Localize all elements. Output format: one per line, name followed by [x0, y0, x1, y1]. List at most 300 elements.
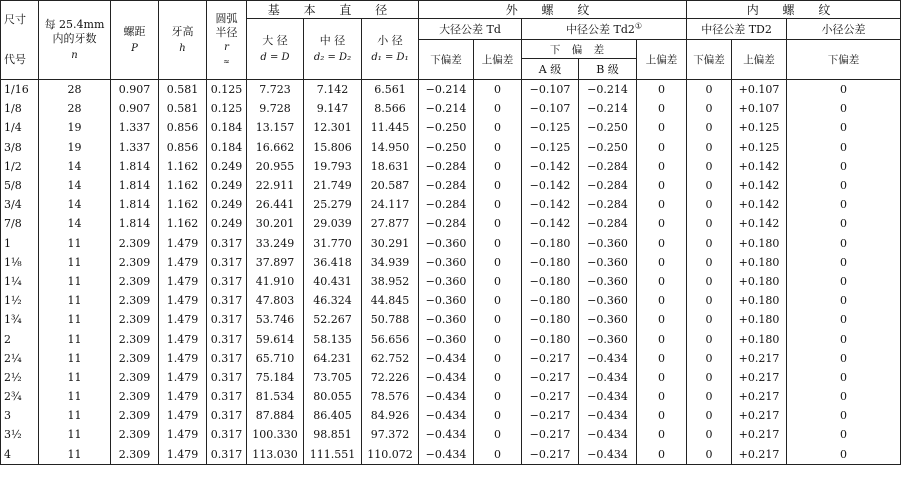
cell-pitch-diameter: 9.147: [304, 99, 362, 118]
cell-pitch: 2.309: [111, 349, 159, 368]
cell-root-radius: 0.125: [207, 80, 247, 100]
cell-major-diameter: 30.201: [247, 214, 304, 233]
cell-size-code: 3/8: [1, 138, 39, 157]
cell-ext-major-lower-dev: −0.214: [419, 99, 474, 118]
cell-int-minor-lower-dev: 0: [787, 195, 901, 214]
cell-ext-pitch-lower-dev-b: −0.434: [579, 387, 637, 406]
cell-int-pitch-upper-dev: +0.180: [732, 272, 787, 291]
cell-ext-pitch-upper-dev: 0: [637, 272, 687, 291]
cell-root-radius: 0.317: [207, 291, 247, 310]
cell-ext-pitch-lower-dev-a: −0.142: [522, 176, 579, 195]
cell-int-pitch-upper-dev: +0.180: [732, 234, 787, 253]
cell-major-diameter: 22.911: [247, 176, 304, 195]
cell-ext-pitch-lower-dev-b: −0.360: [579, 291, 637, 310]
cell-ext-major-upper-dev: 0: [474, 406, 522, 425]
cell-ext-major-upper-dev: 0: [474, 253, 522, 272]
cell-ext-pitch-lower-dev-b: −0.284: [579, 214, 637, 233]
cell-ext-major-lower-dev: −0.434: [419, 349, 474, 368]
cell-ext-major-upper-dev: 0: [474, 214, 522, 233]
cell-int-pitch-upper-dev: +0.217: [732, 387, 787, 406]
cell-ext-pitch-upper-dev: 0: [637, 349, 687, 368]
cell-minor-diameter: 6.561: [362, 80, 419, 100]
cell-root-radius: 0.125: [207, 99, 247, 118]
cell-minor-diameter: 8.566: [362, 99, 419, 118]
cell-int-minor-lower-dev: 0: [787, 80, 901, 100]
cell-ext-major-lower-dev: −0.284: [419, 176, 474, 195]
cell-ext-pitch-upper-dev: 0: [637, 368, 687, 387]
header-teeth-symbol: n: [71, 49, 78, 61]
cell-ext-pitch-lower-dev-b: −0.360: [579, 272, 637, 291]
header-pitch-tol-note: ①: [634, 21, 643, 31]
cell-ext-pitch-lower-dev-b: −0.360: [579, 329, 637, 348]
table-row: [1, 329, 901, 348]
cell-teeth-count: 28: [39, 80, 111, 100]
cell-ext-pitch-upper-dev: 0: [637, 195, 687, 214]
cell-ext-pitch-lower-dev-b: −0.250: [579, 138, 637, 157]
cell-teeth-count: 28: [39, 99, 111, 118]
header-radius-symbol: r: [224, 41, 229, 53]
cell-thread-height: 1.479: [159, 387, 207, 406]
cell-pitch: 0.907: [111, 99, 159, 118]
header-pitch-dia-symbol: d₂ = D₂: [313, 51, 352, 63]
cell-teeth-count: 11: [39, 272, 111, 291]
cell-int-minor-lower-dev: 0: [787, 445, 901, 465]
table-row: [1, 195, 901, 214]
cell-int-pitch-upper-dev: +0.125: [732, 138, 787, 157]
cell-teeth-count: 11: [39, 329, 111, 348]
cell-ext-pitch-upper-dev: 0: [637, 291, 687, 310]
cell-ext-major-lower-dev: −0.434: [419, 445, 474, 465]
cell-ext-pitch-upper-dev: 0: [637, 406, 687, 425]
cell-ext-major-lower-dev: −0.214: [419, 80, 474, 100]
cell-minor-diameter: 18.631: [362, 157, 419, 176]
cell-major-diameter: 59.614: [247, 329, 304, 348]
cell-pitch: 2.309: [111, 291, 159, 310]
cell-ext-major-upper-dev: 0: [474, 425, 522, 444]
table-row: [1, 349, 901, 368]
cell-int-pitch-upper-dev: +0.107: [732, 99, 787, 118]
cell-ext-pitch-lower-dev-b: −0.360: [579, 234, 637, 253]
cell-pitch: 1.337: [111, 138, 159, 157]
cell-major-diameter: 47.803: [247, 291, 304, 310]
cell-ext-pitch-lower-dev-b: −0.360: [579, 310, 637, 329]
header-pitch: [111, 1, 159, 80]
cell-size-code: 4: [1, 445, 39, 465]
cell-ext-pitch-lower-dev-b: −0.214: [579, 80, 637, 100]
cell-ext-pitch-lower-dev-a: −0.107: [522, 99, 579, 118]
cell-thread-height: 1.162: [159, 214, 207, 233]
cell-ext-pitch-lower-dev-b: −0.434: [579, 406, 637, 425]
cell-int-pitch-upper-dev: +0.217: [732, 406, 787, 425]
cell-int-pitch-upper-dev: +0.142: [732, 157, 787, 176]
cell-root-radius: 0.317: [207, 445, 247, 465]
header-size-code: [1, 1, 39, 80]
cell-ext-pitch-upper-dev: 0: [637, 80, 687, 100]
cell-ext-major-lower-dev: −0.434: [419, 425, 474, 444]
cell-size-code: 1⅛: [1, 253, 39, 272]
cell-pitch-diameter: 31.770: [304, 234, 362, 253]
header-pitch-symbol: P: [131, 42, 138, 54]
cell-int-pitch-lower-dev: 0: [687, 368, 732, 387]
cell-int-pitch-upper-dev: +0.107: [732, 80, 787, 100]
table-row: [1, 291, 901, 310]
header-major-dia-label: 大 径: [262, 33, 288, 47]
cell-ext-pitch-upper-dev: 0: [637, 387, 687, 406]
cell-ext-pitch-lower-dev-b: −0.434: [579, 368, 637, 387]
cell-size-code: 3/4: [1, 195, 39, 214]
cell-teeth-count: 11: [39, 406, 111, 425]
cell-int-pitch-lower-dev: 0: [687, 99, 732, 118]
cell-teeth-count: 14: [39, 214, 111, 233]
cell-int-minor-lower-dev: 0: [787, 118, 901, 137]
cell-ext-major-upper-dev: 0: [474, 329, 522, 348]
cell-int-pitch-lower-dev: 0: [687, 234, 732, 253]
cell-ext-major-upper-dev: 0: [474, 310, 522, 329]
cell-major-diameter: 53.746: [247, 310, 304, 329]
table-row: [1, 176, 901, 195]
cell-root-radius: 0.317: [207, 253, 247, 272]
cell-minor-diameter: 38.952: [362, 272, 419, 291]
cell-ext-major-upper-dev: 0: [474, 272, 522, 291]
cell-pitch: 1.814: [111, 176, 159, 195]
cell-ext-pitch-upper-dev: 0: [637, 176, 687, 195]
cell-major-diameter: 41.910: [247, 272, 304, 291]
cell-int-minor-lower-dev: 0: [787, 310, 901, 329]
cell-pitch-diameter: 73.705: [304, 368, 362, 387]
cell-pitch: 2.309: [111, 445, 159, 465]
cell-int-pitch-upper-dev: +0.217: [732, 349, 787, 368]
cell-minor-diameter: 20.587: [362, 176, 419, 195]
table-body: [1, 80, 901, 465]
cell-pitch: 1.814: [111, 157, 159, 176]
cell-thread-height: 1.479: [159, 406, 207, 425]
header-teeth-line2: 内的牙数: [52, 31, 97, 45]
cell-int-minor-lower-dev: 0: [787, 387, 901, 406]
header-pitch-dia-label: 中 径: [319, 33, 346, 47]
header-internal-lower-dev: 下偏差: [687, 40, 732, 80]
cell-minor-diameter: 27.877: [362, 214, 419, 233]
cell-int-minor-lower-dev: 0: [787, 406, 901, 425]
header-grade-a: A 级: [522, 59, 579, 80]
cell-int-pitch-lower-dev: 0: [687, 138, 732, 157]
cell-pitch-diameter: 46.324: [304, 291, 362, 310]
cell-ext-major-upper-dev: 0: [474, 195, 522, 214]
cell-pitch: 2.309: [111, 234, 159, 253]
cell-int-pitch-upper-dev: +0.217: [732, 368, 787, 387]
cell-int-pitch-upper-dev: +0.180: [732, 291, 787, 310]
cell-int-minor-lower-dev: 0: [787, 99, 901, 118]
cell-ext-major-lower-dev: −0.284: [419, 157, 474, 176]
header-internal-minor-lower-dev: 下偏差: [787, 40, 901, 80]
cell-int-pitch-lower-dev: 0: [687, 118, 732, 137]
cell-int-pitch-lower-dev: 0: [687, 80, 732, 100]
cell-int-pitch-upper-dev: +0.217: [732, 425, 787, 444]
header-external-thread-group: 外 螺 纹: [419, 1, 687, 19]
cell-int-minor-lower-dev: 0: [787, 138, 901, 157]
cell-root-radius: 0.317: [207, 368, 247, 387]
header-internal-upper-dev: 上偏差: [732, 40, 787, 80]
cell-ext-major-lower-dev: −0.250: [419, 138, 474, 157]
cell-pitch-diameter: 52.267: [304, 310, 362, 329]
cell-thread-height: 1.162: [159, 157, 207, 176]
cell-ext-major-lower-dev: −0.360: [419, 272, 474, 291]
cell-int-pitch-upper-dev: +0.125: [732, 118, 787, 137]
cell-major-diameter: 113.030: [247, 445, 304, 465]
header-size-code-line1: 尺寸: [4, 13, 26, 26]
cell-int-minor-lower-dev: 0: [787, 253, 901, 272]
cell-int-pitch-lower-dev: 0: [687, 176, 732, 195]
cell-size-code: 1/16: [1, 80, 39, 100]
cell-ext-major-lower-dev: −0.284: [419, 195, 474, 214]
header-pitch-lower-dev: 下 偏 差: [522, 40, 637, 59]
cell-ext-major-upper-dev: 0: [474, 445, 522, 465]
cell-major-diameter: 37.897: [247, 253, 304, 272]
header-basic-diameter-group: 基 本 直 径: [247, 1, 419, 19]
cell-pitch-diameter: 21.749: [304, 176, 362, 195]
cell-pitch: 2.309: [111, 310, 159, 329]
cell-ext-pitch-lower-dev-a: −0.107: [522, 80, 579, 100]
header-radius-approx: ≈: [223, 56, 230, 66]
cell-root-radius: 0.317: [207, 349, 247, 368]
cell-pitch-diameter: 19.793: [304, 157, 362, 176]
cell-teeth-count: 14: [39, 157, 111, 176]
cell-ext-pitch-lower-dev-b: −0.434: [579, 425, 637, 444]
table-row: [1, 80, 901, 100]
cell-thread-height: 1.479: [159, 234, 207, 253]
cell-ext-major-upper-dev: 0: [474, 157, 522, 176]
cell-root-radius: 0.249: [207, 214, 247, 233]
cell-pitch: 1.337: [111, 118, 159, 137]
cell-minor-diameter: 24.117: [362, 195, 419, 214]
cell-thread-height: 1.479: [159, 445, 207, 465]
cell-pitch-diameter: 98.851: [304, 425, 362, 444]
cell-ext-pitch-lower-dev-a: −0.217: [522, 406, 579, 425]
cell-pitch: 2.309: [111, 253, 159, 272]
header-teeth-line1: 每 25.4mm: [44, 17, 105, 31]
cell-major-diameter: 75.184: [247, 368, 304, 387]
cell-pitch: 2.309: [111, 387, 159, 406]
cell-ext-pitch-lower-dev-a: −0.180: [522, 253, 579, 272]
cell-pitch-diameter: 29.039: [304, 214, 362, 233]
cell-ext-pitch-lower-dev-b: −0.214: [579, 99, 637, 118]
cell-ext-pitch-lower-dev-b: −0.284: [579, 195, 637, 214]
header-teeth-per-inch: [39, 1, 111, 80]
cell-size-code: 3: [1, 406, 39, 425]
cell-ext-pitch-lower-dev-a: −0.125: [522, 138, 579, 157]
cell-int-pitch-lower-dev: 0: [687, 406, 732, 425]
cell-pitch: 2.309: [111, 272, 159, 291]
cell-thread-height: 1.162: [159, 176, 207, 195]
cell-int-minor-lower-dev: 0: [787, 214, 901, 233]
cell-ext-major-lower-dev: −0.360: [419, 291, 474, 310]
cell-ext-pitch-upper-dev: 0: [637, 310, 687, 329]
cell-ext-pitch-lower-dev-a: −0.217: [522, 445, 579, 465]
header-major-diameter: [247, 19, 304, 80]
cell-ext-major-upper-dev: 0: [474, 138, 522, 157]
cell-root-radius: 0.184: [207, 118, 247, 137]
table-row: [1, 138, 901, 157]
cell-minor-diameter: 11.445: [362, 118, 419, 137]
cell-teeth-count: 11: [39, 368, 111, 387]
cell-minor-diameter: 14.950: [362, 138, 419, 157]
cell-ext-pitch-lower-dev-a: −0.217: [522, 425, 579, 444]
table-row: [1, 253, 901, 272]
cell-pitch-diameter: 111.551: [304, 445, 362, 465]
header-height-symbol: h: [179, 42, 186, 54]
header-internal-pitch-tolerance: [687, 19, 787, 40]
cell-ext-major-lower-dev: −0.360: [419, 329, 474, 348]
cell-root-radius: 0.317: [207, 387, 247, 406]
table-row: [1, 445, 901, 465]
cell-teeth-count: 11: [39, 445, 111, 465]
cell-ext-major-lower-dev: −0.434: [419, 368, 474, 387]
cell-thread-height: 0.581: [159, 80, 207, 100]
table-row: [1, 368, 901, 387]
cell-size-code: 1½: [1, 291, 39, 310]
cell-size-code: 7/8: [1, 214, 39, 233]
cell-root-radius: 0.317: [207, 272, 247, 291]
cell-teeth-count: 11: [39, 234, 111, 253]
header-minor-dia-symbol: d₁ = D₁: [371, 51, 409, 63]
cell-ext-pitch-lower-dev-b: −0.434: [579, 349, 637, 368]
cell-major-diameter: 20.955: [247, 157, 304, 176]
cell-ext-pitch-upper-dev: 0: [637, 253, 687, 272]
header-root-radius: [207, 1, 247, 80]
cell-minor-diameter: 34.939: [362, 253, 419, 272]
cell-minor-diameter: 78.576: [362, 387, 419, 406]
cell-root-radius: 0.317: [207, 329, 247, 348]
header-major-upper-dev: 上偏差: [474, 40, 522, 80]
cell-ext-major-upper-dev: 0: [474, 234, 522, 253]
cell-pitch-diameter: 58.135: [304, 329, 362, 348]
cell-pitch-diameter: 12.301: [304, 118, 362, 137]
cell-pitch: 2.309: [111, 368, 159, 387]
cell-ext-pitch-upper-dev: 0: [637, 138, 687, 157]
header-major-tolerance: [419, 19, 522, 40]
cell-int-pitch-lower-dev: 0: [687, 157, 732, 176]
cell-ext-pitch-upper-dev: 0: [637, 118, 687, 137]
cell-pitch-diameter: 40.431: [304, 272, 362, 291]
header-internal-minor-tolerance: [787, 19, 901, 40]
cell-int-pitch-lower-dev: 0: [687, 445, 732, 465]
cell-thread-height: 0.856: [159, 118, 207, 137]
cell-int-pitch-lower-dev: 0: [687, 195, 732, 214]
cell-thread-height: 1.479: [159, 272, 207, 291]
cell-teeth-count: 19: [39, 118, 111, 137]
cell-ext-major-lower-dev: −0.360: [419, 234, 474, 253]
cell-int-pitch-lower-dev: 0: [687, 425, 732, 444]
cell-int-minor-lower-dev: 0: [787, 157, 901, 176]
header-minor-dia-label: 小 径: [377, 33, 403, 47]
cell-thread-height: 1.479: [159, 329, 207, 348]
cell-size-code: 1¾: [1, 310, 39, 329]
cell-ext-pitch-lower-dev-a: −0.180: [522, 291, 579, 310]
cell-thread-height: 1.479: [159, 291, 207, 310]
cell-teeth-count: 11: [39, 387, 111, 406]
header-height-label: 牙高: [171, 24, 194, 38]
cell-int-pitch-upper-dev: +0.180: [732, 253, 787, 272]
header-grade-b: B 级: [579, 59, 637, 80]
cell-ext-major-lower-dev: −0.284: [419, 214, 474, 233]
cell-int-minor-lower-dev: 0: [787, 176, 901, 195]
cell-pitch: 2.309: [111, 406, 159, 425]
table-row: [1, 272, 901, 291]
cell-minor-diameter: 30.291: [362, 234, 419, 253]
cell-pitch-diameter: 80.055: [304, 387, 362, 406]
cell-teeth-count: 11: [39, 349, 111, 368]
cell-root-radius: 0.249: [207, 195, 247, 214]
cell-int-pitch-upper-dev: +0.142: [732, 195, 787, 214]
cell-size-code: 1/2: [1, 157, 39, 176]
cell-thread-height: 1.479: [159, 253, 207, 272]
cell-ext-pitch-lower-dev-a: −0.142: [522, 157, 579, 176]
cell-ext-pitch-upper-dev: 0: [637, 445, 687, 465]
cell-root-radius: 0.317: [207, 310, 247, 329]
cell-int-pitch-upper-dev: +0.180: [732, 329, 787, 348]
cell-int-pitch-lower-dev: 0: [687, 387, 732, 406]
header-major-lower-dev: 下偏差: [419, 40, 474, 80]
cell-major-diameter: 13.157: [247, 118, 304, 137]
cell-int-pitch-upper-dev: +0.142: [732, 214, 787, 233]
cell-ext-pitch-lower-dev-b: −0.360: [579, 253, 637, 272]
cell-thread-height: 1.162: [159, 195, 207, 214]
cell-thread-height: 1.479: [159, 349, 207, 368]
cell-root-radius: 0.317: [207, 425, 247, 444]
cell-ext-pitch-upper-dev: 0: [637, 214, 687, 233]
table-header: [1, 1, 901, 80]
cell-int-pitch-lower-dev: 0: [687, 214, 732, 233]
cell-ext-pitch-lower-dev-a: −0.217: [522, 368, 579, 387]
cell-ext-major-upper-dev: 0: [474, 80, 522, 100]
cell-major-diameter: 16.662: [247, 138, 304, 157]
cell-teeth-count: 11: [39, 310, 111, 329]
table-row: [1, 214, 901, 233]
cell-size-code: 1/4: [1, 118, 39, 137]
cell-ext-major-upper-dev: 0: [474, 176, 522, 195]
cell-int-pitch-lower-dev: 0: [687, 329, 732, 348]
cell-teeth-count: 19: [39, 138, 111, 157]
cell-pitch-diameter: 7.142: [304, 80, 362, 100]
cell-ext-pitch-lower-dev-a: −0.180: [522, 234, 579, 253]
cell-major-diameter: 26.441: [247, 195, 304, 214]
cell-size-code: 2¼: [1, 349, 39, 368]
cell-teeth-count: 11: [39, 425, 111, 444]
cell-ext-pitch-lower-dev-b: −0.434: [579, 445, 637, 465]
cell-int-pitch-lower-dev: 0: [687, 272, 732, 291]
cell-ext-pitch-lower-dev-a: −0.217: [522, 349, 579, 368]
header-internal-thread-group: 内 螺 纹: [687, 1, 901, 19]
cell-ext-pitch-upper-dev: 0: [637, 99, 687, 118]
cell-ext-pitch-lower-dev-a: −0.217: [522, 387, 579, 406]
cell-ext-major-upper-dev: 0: [474, 99, 522, 118]
cell-root-radius: 0.184: [207, 138, 247, 157]
table-row: [1, 387, 901, 406]
cell-int-minor-lower-dev: 0: [787, 425, 901, 444]
cell-thread-height: 1.479: [159, 310, 207, 329]
cell-ext-major-upper-dev: 0: [474, 118, 522, 137]
cell-int-minor-lower-dev: 0: [787, 234, 901, 253]
cell-int-pitch-lower-dev: 0: [687, 291, 732, 310]
cell-ext-pitch-lower-dev-a: −0.180: [522, 329, 579, 348]
cell-root-radius: 0.249: [207, 157, 247, 176]
cell-ext-pitch-lower-dev-a: −0.142: [522, 195, 579, 214]
cell-teeth-count: 14: [39, 195, 111, 214]
cell-major-diameter: 33.249: [247, 234, 304, 253]
cell-major-diameter: 65.710: [247, 349, 304, 368]
cell-pitch-diameter: 15.806: [304, 138, 362, 157]
cell-int-minor-lower-dev: 0: [787, 349, 901, 368]
cell-major-diameter: 100.330: [247, 425, 304, 444]
